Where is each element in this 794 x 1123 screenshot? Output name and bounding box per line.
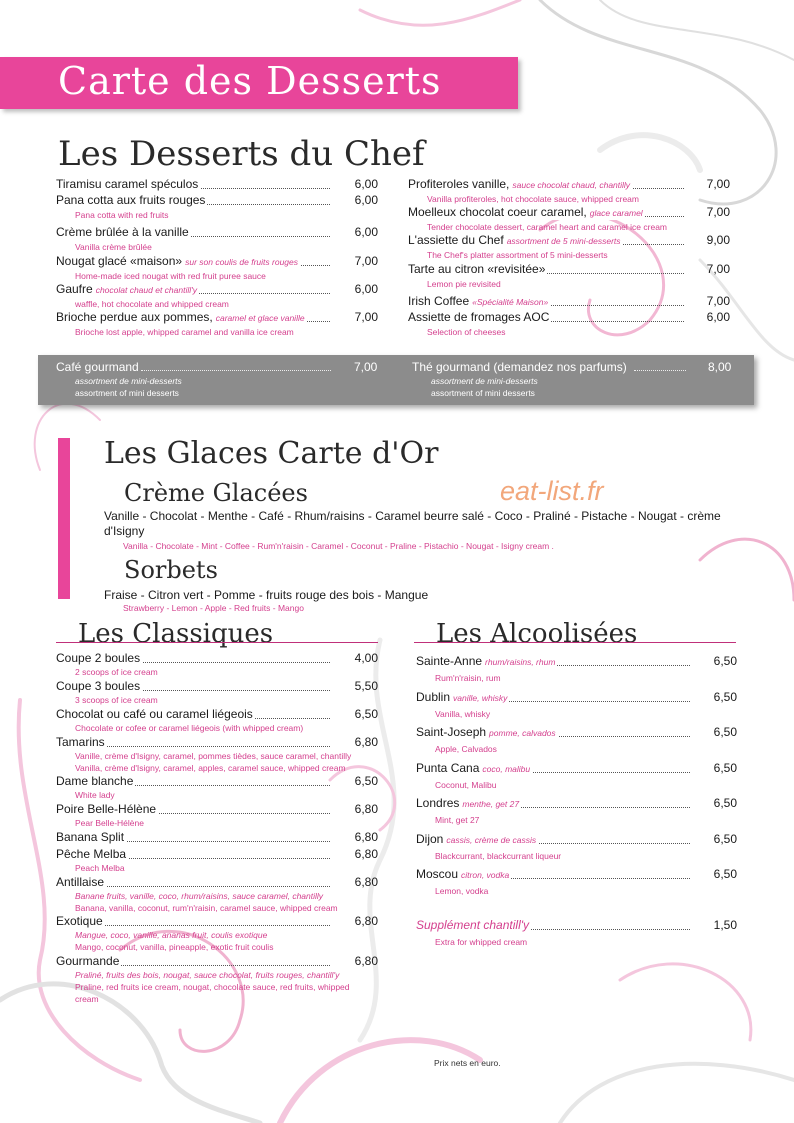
menu-item-subtitle: assortment de mini-desserts [75,376,182,386]
menu-item-price: 7,00 [706,294,730,308]
menu-item-note: pomme, calvados [489,728,556,738]
menu-item [416,796,737,811]
menu-item-note: rhum/raisins, rhum [485,657,556,667]
menu-item-name: Banana Split [56,830,125,844]
creme-glacee-flavours-english: Vanilla - Chocolate - Mint - Coffee - Rum'n'raisin - Caramel - Coconut - Praline - Pistachio - Nougat - Isigny cream . [123,541,554,551]
subsection-title-creme-glacees: Crème Glacées [124,479,308,507]
menu-item-subtitle: Vanilla, crème d'Isigny, caramel, apples, caramel sauce, whipped cream [75,763,346,773]
menu-item [408,262,730,276]
menu-item-price: 6,80 [354,875,378,889]
footer-note: Prix nets en euro. [434,1058,501,1068]
menu-item-name: Moscou citron, vodka [416,867,510,881]
menu-item-subtitle: 2 scoops of ice cream [75,667,158,677]
menu-item [416,918,737,932]
menu-item-note: chocolat chaud et chantill'y [95,285,198,295]
menu-item-name: Punta Cana coco, malibu [416,761,531,775]
menu-item-subtitle: Vanilla profiteroles, hot chocolate sauce, whipped cream [427,194,639,204]
menu-item-name: Coupe 3 boules [56,679,141,693]
menu-item-name: Irish Coffee «Spécialité Maison» [408,294,549,308]
menu-item-subtitle: Blackcurrant, blackcurrant liqueur [435,851,562,861]
menu-item-price: 7,00 [706,177,730,191]
menu-item-name: L'assiette du Chef assortment de 5 mini-desserts [408,233,621,247]
menu-item [416,832,737,847]
menu-item-subtitle: Pear Belle-Hélène [75,818,144,828]
menu-item-subtitle: Chocolate or cofee or caramel liégeois (with whipped cream) [75,723,304,733]
menu-item [56,875,378,889]
menu-item-name: Tiramisu caramel spéculos [56,177,199,191]
menu-item-name: Moelleux chocolat coeur caramel, glace caramel [408,205,643,219]
menu-item-name: Dijon cassis, crème de cassis [416,832,537,846]
menu-item-subtitle: Brioche lost apple, whipped caramel and vanilla ice cream [75,327,294,337]
menu-item-subtitle: Vanilla crème brûlée [75,242,152,252]
menu-item-name: Chocolat ou café ou caramel liégeois [56,707,253,721]
menu-item-price: 6,00 [354,193,378,207]
menu-item [56,225,378,239]
menu-item-price: 7,00 [354,254,378,268]
menu-item-note: cassis, crème de cassis [446,835,537,845]
menu-item-price: 6,50 [713,690,737,704]
menu-item-name: Assiette de fromages AOC [408,310,550,324]
dot-leader [634,370,686,371]
menu-item-name: Coupe 2 boules [56,651,141,665]
watermark-text: eat-list.fr [500,476,604,506]
menu-item-price: 4,00 [354,651,378,665]
section-title-desserts-chef: Les Desserts du Chef [58,134,425,174]
menu-item [56,847,378,861]
creme-glacee-flavours: Vanille - Chocolat - Menthe - Café - Rhum/raisins - Caramel beurre salé - Coco - Praliné - Pistache - Nougat - crème d'Isigny [104,509,721,538]
menu-item-price: 6,80 [354,847,378,861]
menu-item-name: Pana cotta aux fruits rouges [56,193,206,207]
menu-item [56,679,378,693]
menu-item-name: Poire Belle-Hélène [56,802,157,816]
menu-item-subtitle: Apple, Calvados [435,744,497,754]
menu-item-price: 9,00 [706,233,730,247]
menu-item [408,294,730,309]
menu-item [416,867,737,882]
menu-item-subtitle: Mangue, coco, vanille, ananas fruit, coulis exotique [75,930,268,940]
menu-item-price: 1,50 [713,918,737,932]
menu-item-subtitle: assortment de mini-desserts [431,376,538,386]
menu-item-subtitle: Praline, red fruits ice cream, nougat, chocolate sauce, red fruits, whipped [75,982,350,992]
menu-item [56,651,378,665]
section-title-alcoolisees: Les Alcoolisées [436,619,638,649]
menu-item-price: 6,50 [713,832,737,846]
menu-item-subtitle: Vanilla, whisky [435,709,491,719]
menu-item-price: 5,50 [354,679,378,693]
menu-item-price: 6,80 [354,954,378,968]
menu-item [416,690,737,705]
section-title-classiques: Les Classiques [78,619,274,649]
menu-item-name: Gourmande [56,954,120,968]
menu-item [56,282,378,297]
menu-item-subtitle: Praliné, fruits des bois, nougat, sauce chocolat, fruits rouges, chantill'y [75,970,340,980]
menu-item [56,774,378,788]
menu-item-name: Saint-Joseph pomme, calvados [416,725,556,739]
menu-item-price: 6,50 [354,707,378,721]
menu-item-subtitle: Banana, vanilla, coconut, rum'n'raisin, caramel sauce, whipped cream [75,903,338,913]
menu-item-note: citron, vodka [461,870,510,880]
title-banner [0,57,518,109]
menu-item-name: Londres menthe, get 27 [416,796,520,810]
menu-item-subtitle: Home-made iced nougat with red fruit puree sauce [75,271,266,281]
menu-item-subtitle: cream [75,994,99,1004]
menu-item-note: caramel et glace vanille [215,313,305,323]
menu-item [408,310,730,324]
sorbet-flavours: Fraise - Citron vert - Pomme - fruits rouge des bois - Mangue [104,588,429,602]
menu-item [56,914,378,928]
menu-item-subtitle: assortment of mini desserts [431,388,535,398]
menu-item [416,725,737,740]
menu-item-price: 7,00 [706,262,730,276]
menu-item-name: Brioche perdue aux pommes, caramel et glace vanille [56,310,305,324]
menu-item-note: assortment de 5 mini-desserts [506,236,621,246]
menu-item-price: 6,80 [354,830,378,844]
menu-item-subtitle: White lady [75,790,115,800]
menu-item-price: 6,50 [713,725,737,739]
menu-item-note: sur son coulis de fruits rouges [185,257,299,267]
menu-item-subtitle: Mango, coconut, vanilla, pineapple, exotic fruit coulis [75,942,274,952]
menu-item-subtitle: Tender chocolate dessert, caramel heart and caramel ice cream [427,222,668,232]
menu-item-name: Café gourmand [56,360,139,374]
menu-item [56,177,378,191]
menu-item-subtitle: Pana cotta with red fruits [75,210,169,220]
menu-item-name: Crème brûlée à la vanille [56,225,189,239]
sorbet-flavours-english: Strawberry - Lemon - Apple - Red fruits - Mango [123,603,304,613]
menu-item-note: menthe, get 27 [462,799,520,809]
gourmand-band [38,355,754,405]
menu-item-price: 6,00 [706,310,730,324]
section-rule [414,642,736,643]
menu-item-price: 7,00 [354,310,378,324]
menu-item [416,761,737,776]
page-title: Carte des Desserts [58,59,442,103]
menu-item-price: 6,00 [354,177,378,191]
menu-item-price: 6,80 [354,914,378,928]
menu-item-subtitle: Lemon, vodka [435,886,489,896]
menu-item-note: sauce chocolat chaud, chantilly [512,180,631,190]
menu-item-subtitle: Extra for whipped cream [435,937,528,947]
menu-item-note: coco, malibu [482,764,531,774]
menu-item [56,735,378,749]
section-rule [56,642,378,643]
menu-item-name: Pêche Melba [56,847,127,861]
menu-item-note: vanille, whisky [453,693,508,703]
menu-item-subtitle: Vanille, crème d'Isigny, caramel, pommes tièdes, sauce caramel, chantilly [75,751,352,761]
menu-item-price: 6,50 [713,761,737,775]
menu-item-name: Thé gourmand (demandez nos parfums) [412,360,627,374]
menu-item-subtitle: Peach Melba [75,863,125,873]
menu-item [408,205,730,220]
menu-item-price: 7,00 [706,205,730,219]
menu-item-price: 6,50 [713,654,737,668]
menu-item [56,954,378,968]
menu-item [56,193,378,207]
menu-item-price: 6,80 [354,802,378,816]
menu-item-subtitle: Mint, get 27 [435,815,480,825]
menu-item [408,233,730,248]
menu-item [56,254,378,269]
menu-item-subtitle: Selection of cheeses [427,327,506,337]
menu-item-name: Antillaise [56,875,105,889]
menu-item-name: Dublin vanille, whisky [416,690,508,704]
menu-item-subtitle: Lemon pie revisited [427,279,501,289]
menu-item [416,654,737,669]
menu-item-price: 6,50 [713,867,737,881]
menu-item-subtitle: The Chef's platter assortment of 5 mini-desserts [427,250,608,260]
menu-item-note: «Spécialité Maison» [472,297,549,307]
menu-item-price: 6,50 [354,774,378,788]
subsection-title-sorbets: Sorbets [124,556,218,584]
menu-item-price: 6,00 [354,282,378,296]
menu-item-price: 6,50 [713,796,737,810]
menu-item-subtitle: Banane fruits, vanille, coco, rhum/raisins, sauce caramel, chantilly [75,891,324,901]
menu-item-name: Gaufre chocolat chaud et chantill'y [56,282,198,296]
menu-item [56,802,378,816]
menu-item [56,310,378,325]
menu-item-name: Sainte-Anne rhum/raisins, rhum [416,654,556,668]
menu-item-name: Nougat glacé «maison» sur son coulis de fruits rouges [56,254,299,268]
section-title-glaces: Les Glaces Carte d'Or [104,436,439,471]
menu-item [408,177,730,192]
menu-item-name: Supplément chantill'y [416,918,530,932]
menu-item-price: 8,00 [708,360,732,374]
menu-item-name: Profiteroles vanille, sauce chocolat chaud, chantilly [408,177,631,191]
menu-item-subtitle: waffle, hot chocolate and whipped cream [75,299,229,309]
menu-item-name: Tarte au citron «revisitée» [408,262,546,276]
menu-item-subtitle: Coconut, Malibu [435,780,497,790]
menu-item-name: Exotique [56,914,103,928]
menu-item [56,830,378,844]
menu-item-price: 6,80 [354,735,378,749]
menu-item-subtitle: Rum'n'raisin, rum [435,673,501,683]
menu-item-subtitle: assortment of mini desserts [75,388,179,398]
menu-item-name: Tamarins [56,735,105,749]
menu-item-name: Dame blanche [56,774,134,788]
menu-item-subtitle: 3 scoops of ice cream [75,695,158,705]
menu-item [56,707,378,721]
menu-item-price: 6,00 [354,225,378,239]
menu-item-price: 7,00 [354,360,378,374]
accent-bar [58,438,70,599]
menu-item-note: glace caramel [589,208,643,218]
dot-leader [141,370,331,371]
